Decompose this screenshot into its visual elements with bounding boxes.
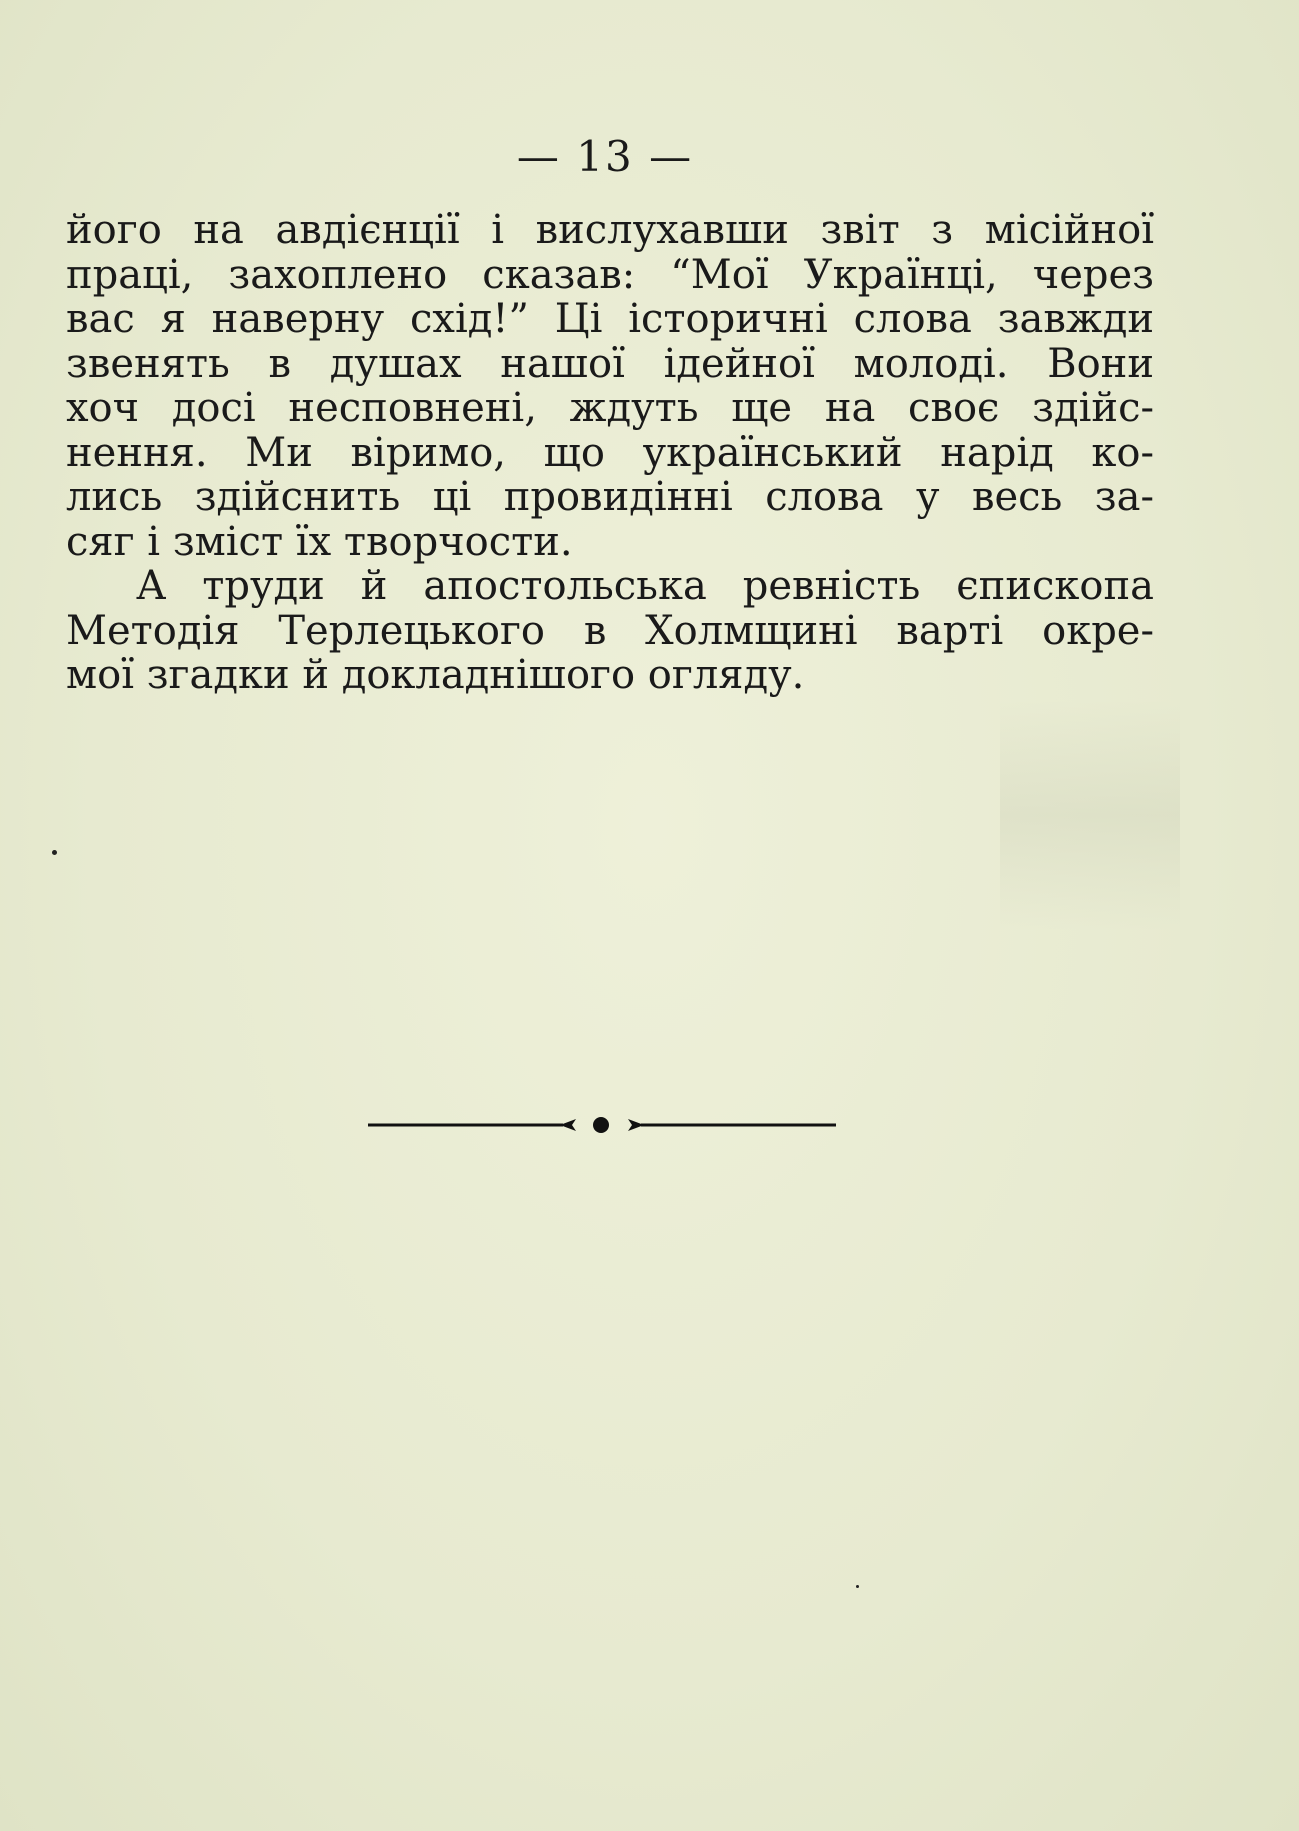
print-speck	[856, 1585, 859, 1588]
text-line: Методія Терлецького в Холмщині варті окре-	[66, 607, 1154, 654]
text-line: праці, захоплено сказав: “Мої Українці, через	[66, 251, 1154, 298]
page-number: — 13 —	[516, 132, 694, 181]
text-line: хоч досі несповнені, ждуть ще на своє здійс-	[66, 385, 1154, 431]
print-speck	[52, 850, 57, 855]
text-line: мої згадки й докладнішого огляду.	[66, 652, 805, 698]
bleed-through-shadow	[1000, 700, 1180, 930]
text-line: А труди й апостольська ревність єпископа	[136, 563, 1154, 609]
text-line: вас я наверну схід!” Ці історичні слова завжди	[66, 296, 1154, 342]
text-line: нення. Ми віримо, що український нарід ко-	[66, 429, 1154, 476]
text-line: сяг і зміст їх творчости.	[66, 518, 573, 565]
text-line: його на авдієнції і вислухавши звіт з місійної	[66, 207, 1154, 253]
body-text	[66, 208, 1154, 698]
ornament-divider	[368, 1110, 836, 1140]
text-line: лись здійснить ці провидінні слова у весь за-	[66, 474, 1154, 520]
text-line: звенять в душах нашої ідейної молоді. Вони	[66, 340, 1154, 387]
